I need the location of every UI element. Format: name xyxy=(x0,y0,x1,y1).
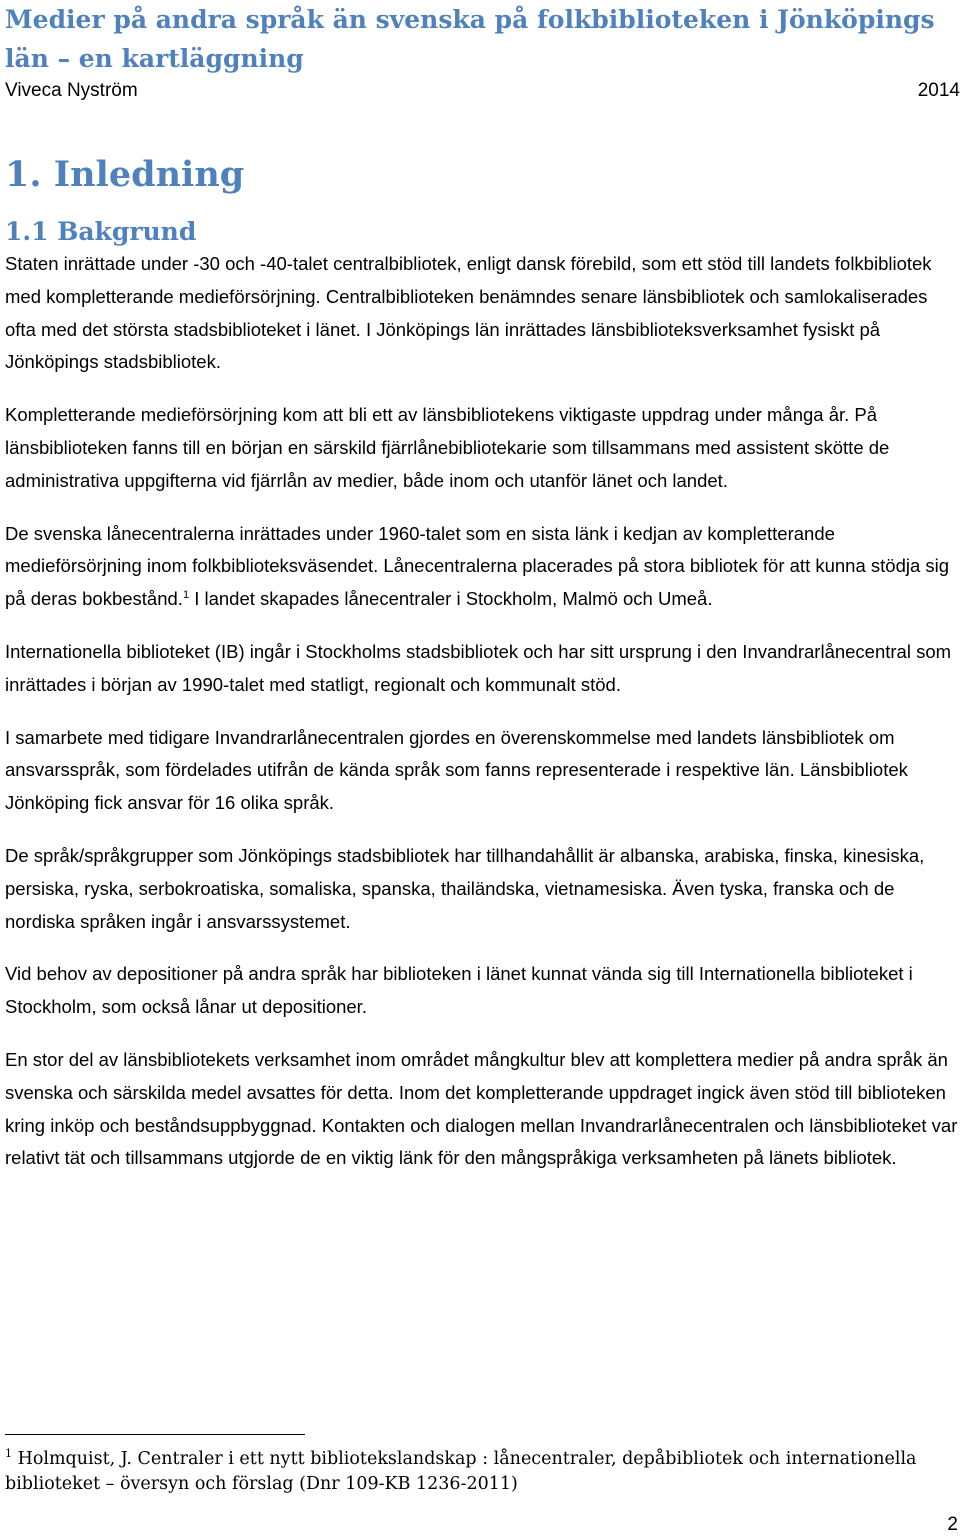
paragraph-8: En stor del av länsbibliotekets verksamhet inom området mångkultur blev att komplettera medier på andra språk än svenska och särskilda medel avsattes för detta. Inom det kompletterande uppdraget ingick även stöd till biblioteken kring inköp och beståndsuppbyggnad. Kontakten och dialogen mellan Invandrarlånecentralen och länsbiblioteket var relativt tät och tillsammans utgjorde de en viktig länk för den mångspråkiga verksamheten på länets bibliotek. xyxy=(5,1048,958,1169)
footnote-separator xyxy=(5,1434,305,1435)
paragraph-3-text: De svenska lånecentralerna inrättades under 1960-talet som en sista länk i kedjan av kompletterande medieförsörjning inom folkbiblioteksväsendet. Lånecentralerna placerades på stora bibliotek för att kunna stödja sig på deras bokbestånd. xyxy=(5,522,950,610)
footnote-number: 1 xyxy=(5,1447,12,1461)
footnote xyxy=(5,1447,945,1497)
author-name: Viveca Nyström xyxy=(5,80,138,101)
paragraph-3-continuation: I landet skapades lånecentraler i Stockholm, Malmö och Umeå. xyxy=(189,588,713,610)
paragraph-6: De språk/språkgrupper som Jönköpings stadsbibliotek har tillhandahållit är albanska, arabiska, finska, kinesiska, persiska, ryska, serbokroatiska, somaliska, spanska, thailändska, vietnamesiska. Även tyska, franska och de nordiska språken ingår i ansvarssystemet. xyxy=(5,844,925,932)
footnote-reference[interactable]: 1 xyxy=(182,589,190,602)
paragraph-5: I samarbete med tidigare Invandrarlånecentralen gjordes en överenskommelse med landets länsbibliotek om ansvarsspråk, som fördelades utifrån de kända språk som fanns representerade i respektive län. Länsbibliotek Jönköping fick ansvar för 16 olika språk. xyxy=(5,726,908,814)
page-number: 2 xyxy=(947,1514,958,1535)
paragraph-2: Kompletterande medieförsörjning kom att bli ett av länsbibliotekens viktigaste uppdrag under många år. På länsbiblioteken fanns till en början en särskild fjärrlånebibliotekarie som tillsammans med assistent skötte de administrativa uppgifterna vid fjärrlån av medier, både inom och utanför länet och landet. xyxy=(5,404,890,491)
footnote-text: Holmquist, J. Centraler i ett nytt bibliotekslandskap : lånecentraler, depåbibliotek och internationella biblioteket – översyn och förslag (Dnr 109-KB 1236-2011) xyxy=(5,1449,917,1494)
paragraph-1: Staten inrättade under -30 och -40-talet centralbibliotek, enligt dansk förebild, som ett stöd till landets folkbibliotek med kompletterande medieförsörjning. Centralbiblioteken benämndes senare länsbibliotek och samlokaliserades ofta med det största stadsbiblioteket i länet. I Jönköpings län inrättades länsbiblioteksverksamhet fysiskt på Jönköpings stadsbibliotek. xyxy=(5,253,932,373)
subsection-heading: 1.1 Bakgrund xyxy=(5,217,197,246)
body-text xyxy=(5,248,960,1175)
publication-year: 2014 xyxy=(917,80,960,101)
section-heading: 1. Inledning xyxy=(5,154,245,195)
paragraph-7: Vid behov av depositioner på andra språk har biblioteken i länet kunnat vända sig till Internationella biblioteket i Stockholm, som också lånar ut depositioner. xyxy=(5,963,913,1018)
document-title: Medier på andra språk än svenska på folkbiblioteken i Jönköpings län – en kartläggning xyxy=(5,5,935,73)
paragraph-4: Internationella biblioteket (IB) ingår i Stockholms stadsbibliotek och har sitt ursprung i den Invandrarlånecentral som inrättades i början av 1990-talet med statligt, regionalt och kommunalt stöd. xyxy=(5,640,952,695)
byline xyxy=(5,79,960,103)
paragraph-3 xyxy=(5,518,960,616)
document-page xyxy=(5,0,960,1195)
